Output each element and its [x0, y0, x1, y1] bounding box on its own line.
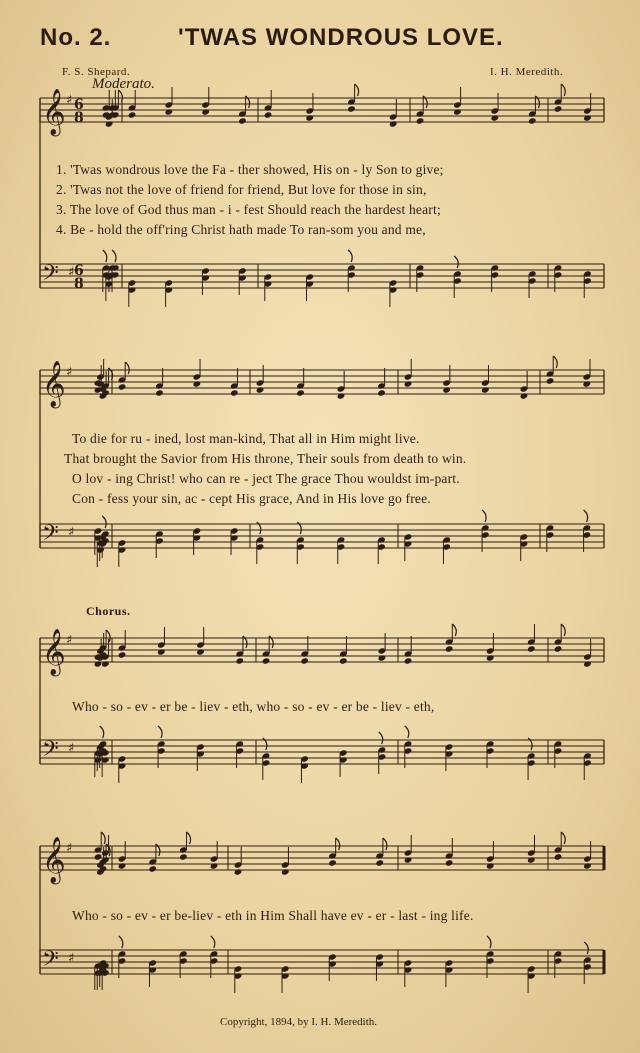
note-head	[262, 657, 271, 664]
verse-1-line-2: To die for ru - ined, lost man-kind, That all in Him might live.	[72, 431, 420, 446]
note-flag	[211, 936, 215, 948]
note-head	[118, 383, 127, 390]
sharp-key-icon: ♯	[66, 365, 73, 380]
note-head	[337, 392, 346, 399]
note-flag	[561, 832, 565, 844]
note-head	[94, 660, 103, 667]
note-flag	[405, 726, 409, 738]
treble-clef-icon: 𝄞	[42, 89, 66, 135]
note-flag	[383, 838, 387, 850]
hymn-number: No. 2.	[40, 24, 112, 51]
note-head	[118, 651, 127, 658]
note-head	[296, 389, 305, 396]
treble-clef-icon: 𝄞	[42, 361, 66, 407]
time-signature-top: 6	[74, 97, 84, 113]
note-head	[375, 859, 384, 866]
note-head	[305, 114, 314, 121]
note-head	[165, 108, 174, 115]
note-flag	[452, 624, 456, 636]
verse-1-line-1: 1. 'Twas wondrous love the Fa - ther showed, His on - ly Son to give;	[56, 162, 444, 177]
note-head	[486, 654, 495, 661]
note-flag	[187, 832, 191, 844]
note-head	[528, 117, 537, 124]
note-head	[155, 389, 164, 396]
note-head	[210, 862, 219, 869]
sharp-key-icon: ♯	[68, 951, 75, 966]
note-head	[404, 657, 413, 664]
note-head	[230, 389, 239, 396]
note-flag	[553, 356, 557, 368]
sharp-key-icon: ♯	[66, 633, 73, 648]
note-head	[453, 108, 462, 115]
verse-2-line-1: 2. 'Twas not the love of friend for friend, But love for those in sin,	[56, 182, 427, 197]
sharp-key-icon: ♯	[68, 265, 75, 280]
note-flag	[561, 624, 565, 636]
verse-4-line-2: Con - fess your sin, ac - cept His grace, And in His love go free.	[72, 491, 431, 506]
note-flag	[482, 510, 486, 522]
note-head	[404, 856, 413, 863]
note-head	[157, 648, 166, 655]
chorus-lyric-1: Who - so - ev - er be - liev - eth, who - so - ev - er be - liev - eth,	[72, 699, 435, 714]
note-head	[554, 645, 563, 652]
sharp-key-icon: ♯	[68, 525, 75, 540]
note-flag	[379, 732, 383, 744]
note-flag	[487, 936, 491, 948]
note-head	[201, 108, 210, 115]
chorus-lyric-2: Who - so - ev - er be-liev - eth in Him Shall have ev - er - last - ing life.	[72, 908, 474, 923]
note-flag	[336, 838, 340, 850]
sharp-key-icon: ♯	[68, 741, 75, 756]
note-head	[377, 389, 386, 396]
treble-clef-icon: 𝄞	[42, 629, 66, 675]
note-flag	[119, 936, 123, 948]
bass-clef-icon: 𝄢	[42, 947, 59, 977]
verse-2-line-2: That brought the Savior from His throne, Their souls from death to win.	[64, 451, 467, 466]
note-head	[264, 111, 273, 118]
treble-clef-icon: 𝄞	[42, 837, 66, 883]
note-head	[378, 654, 387, 661]
verse-3-line-2: O lov - ing Christ! who can re - ject The grace Thou wouldst im-part.	[72, 471, 460, 486]
note-head	[118, 862, 127, 869]
note-head	[300, 657, 309, 664]
note-head	[196, 648, 205, 655]
note-head	[527, 645, 536, 652]
note-flag	[125, 362, 129, 374]
note-flag	[102, 516, 106, 528]
chorus-label: Chorus.	[86, 604, 131, 618]
note-flag	[348, 250, 352, 262]
time-signature-bottom: 8	[74, 276, 84, 292]
note-head	[105, 120, 114, 127]
note-head	[234, 868, 243, 875]
note-head	[583, 114, 592, 121]
note-head	[491, 114, 500, 121]
note-head	[416, 117, 425, 124]
bass-clef-icon: 𝄢	[42, 261, 59, 291]
sharp-key-icon: ♯	[66, 93, 73, 108]
verse-3-line-1: 3. The love of God thus man - i - fest Should reach the hardest heart;	[56, 202, 441, 217]
note-head	[128, 111, 137, 118]
note-head	[235, 657, 244, 664]
verse-4-line-1: 4. Be - hold the off'ring Christ hath made To ran-som you and me,	[56, 222, 426, 237]
note-flag	[454, 256, 458, 268]
note-flag	[158, 726, 162, 738]
note-head	[347, 105, 356, 112]
note-head	[583, 660, 592, 667]
note-head	[583, 862, 592, 869]
composer-credit: I. H. Meredith.	[490, 66, 564, 78]
note-flag	[101, 832, 105, 844]
note-head	[339, 657, 348, 664]
copyright-notice: Copyright, 1894, by I. H. Meredith.	[220, 1016, 378, 1028]
note-head	[481, 386, 490, 393]
note-head	[94, 853, 103, 860]
note-head	[148, 865, 157, 872]
note-head	[328, 859, 337, 866]
note-flag	[584, 942, 588, 954]
note-head	[554, 105, 563, 112]
note-head	[527, 856, 536, 863]
note-flag	[118, 90, 122, 102]
hymn-title: 'TWAS WONDROUS LOVE.	[178, 24, 504, 51]
lyricist-credit: F. S. Shepard.	[62, 66, 131, 78]
note-head	[486, 862, 495, 869]
note-head	[101, 660, 110, 667]
note-head	[583, 380, 592, 387]
note-head	[179, 853, 188, 860]
note-head	[281, 868, 290, 875]
note-flag	[103, 250, 107, 262]
note-flag	[355, 84, 359, 96]
note-flag	[584, 510, 588, 522]
note-head	[520, 392, 529, 399]
note-head	[238, 117, 247, 124]
note-head	[193, 380, 202, 387]
note-head	[256, 386, 265, 393]
sharp-key-icon: ♯	[66, 841, 73, 856]
time-signature-bottom: 8	[74, 110, 84, 126]
time-signature-top: 6	[74, 263, 84, 279]
note-flag	[561, 84, 565, 96]
tempo-marking: Moderato.	[92, 76, 155, 92]
note-head	[389, 120, 398, 127]
note-head	[546, 377, 555, 384]
bass-clef-icon: 𝄢	[42, 521, 59, 551]
note-flag	[112, 250, 116, 262]
note-flag	[100, 726, 104, 738]
note-head	[554, 853, 563, 860]
note-head	[445, 859, 454, 866]
note-head	[445, 645, 454, 652]
note-head	[404, 380, 413, 387]
note-head	[442, 386, 451, 393]
bass-clef-icon: 𝄢	[42, 737, 59, 767]
